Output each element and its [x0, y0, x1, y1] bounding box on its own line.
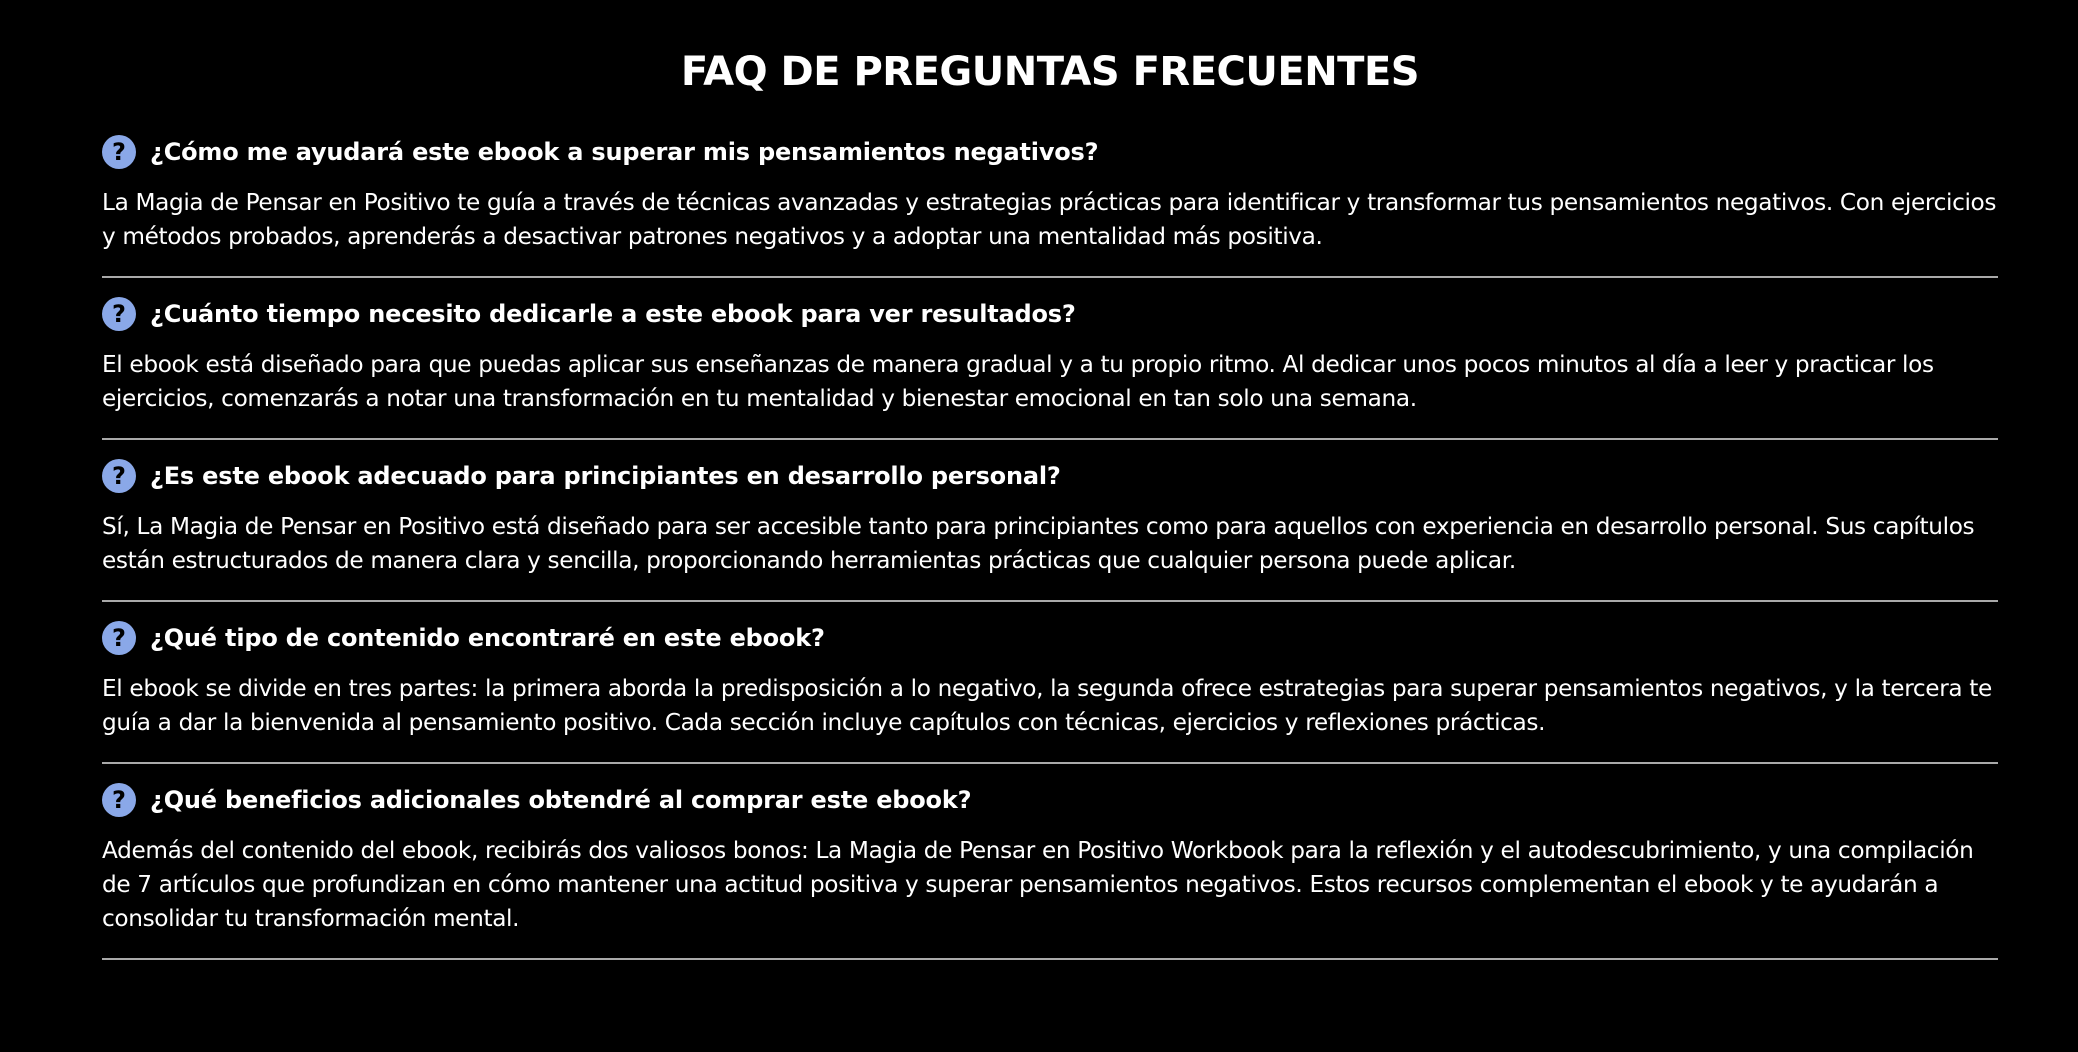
faq-question: ¿Qué beneficios adicionales obtendré al comprar este ebook?: [150, 786, 972, 814]
faq-question-row[interactable]: [102, 296, 1998, 332]
faq-question: ¿Cómo me ayudará este ebook a superar mis pensamientos negativos?: [150, 138, 1099, 166]
faq-answer: La Magia de Pensar en Positivo te guía a través de técnicas avanzadas y estrategias prácticas para identificar y transformar tus pensamientos negativos. Con ejercicios y métodos probados, aprenderás a desactivar patrones negativos y a adoptar una mentalidad más positiva.: [102, 189, 1997, 250]
svg-text:?: ?: [112, 138, 126, 166]
faq-answer: El ebook está diseñado para que puedas aplicar sus enseñanzas de manera gradual y a tu propio ritmo. Al dedicar unos pocos minutos al día a leer y practicar los ejercicios, comenzarás a notar una transformación en tu mentalidad y bienestar emocional en tan solo una semana.: [102, 351, 1934, 412]
question-circle-icon: [102, 783, 136, 817]
svg-text:?: ?: [112, 786, 126, 814]
faq-question-row[interactable]: [102, 620, 1998, 656]
question-circle-icon: [102, 135, 136, 169]
faq-item: [102, 134, 1998, 278]
page-title: FAQ DE PREGUNTAS FRECUENTES: [680, 49, 1420, 95]
faq-question: ¿Cuánto tiempo necesito dedicarle a este ebook para ver resultados?: [150, 300, 1076, 328]
faq-item: [102, 458, 1998, 602]
svg-text:?: ?: [112, 300, 126, 328]
question-circle-icon: [102, 459, 136, 493]
faq-answer: Sí, La Magia de Pensar en Positivo está diseñado para ser accesible tanto para principiantes como para aquellos con experiencia en desarrollo personal. Sus capítulos están estructurados de manera clara y sencilla, proporcionando herramientas prácticas que cualquier persona puede aplicar.: [102, 513, 1975, 574]
faq-answer: Además del contenido del ebook, recibirás dos valiosos bonos: La Magia de Pensar en Positivo Workbook para la reflexión y el autodescubrimiento, y una compilación de 7 artículos que profundizan en cómo mantener una actitud positiva y superar pensamientos negativos. Estos recursos complementan el ebook y te ayudarán a consolidar tu transformación mental.: [102, 837, 1974, 932]
faq-question-row[interactable]: [102, 134, 1998, 170]
svg-text:?: ?: [112, 624, 126, 652]
faq-list: [102, 134, 1998, 960]
question-circle-icon: [102, 297, 136, 331]
faq-item: [102, 782, 1998, 960]
faq-question: ¿Qué tipo de contenido encontraré en este ebook?: [150, 624, 825, 652]
faq-item: [102, 296, 1998, 440]
faq-question-row[interactable]: [102, 782, 1998, 818]
faq-question-row[interactable]: [102, 458, 1998, 494]
faq-item: [102, 620, 1998, 764]
faq-question: ¿Es este ebook adecuado para principiantes en desarrollo personal?: [150, 462, 1061, 490]
svg-text:?: ?: [112, 462, 126, 490]
faq-answer: El ebook se divide en tres partes: la primera aborda la predisposición a lo negativo, la segunda ofrece estrategias para superar pensamientos negativos, y la tercera te guía a dar la bienvenida al pensamiento positivo. Cada sección incluye capítulos con técnicas, ejercicios y reflexiones prácticas.: [102, 675, 1992, 736]
question-circle-icon: [102, 621, 136, 655]
